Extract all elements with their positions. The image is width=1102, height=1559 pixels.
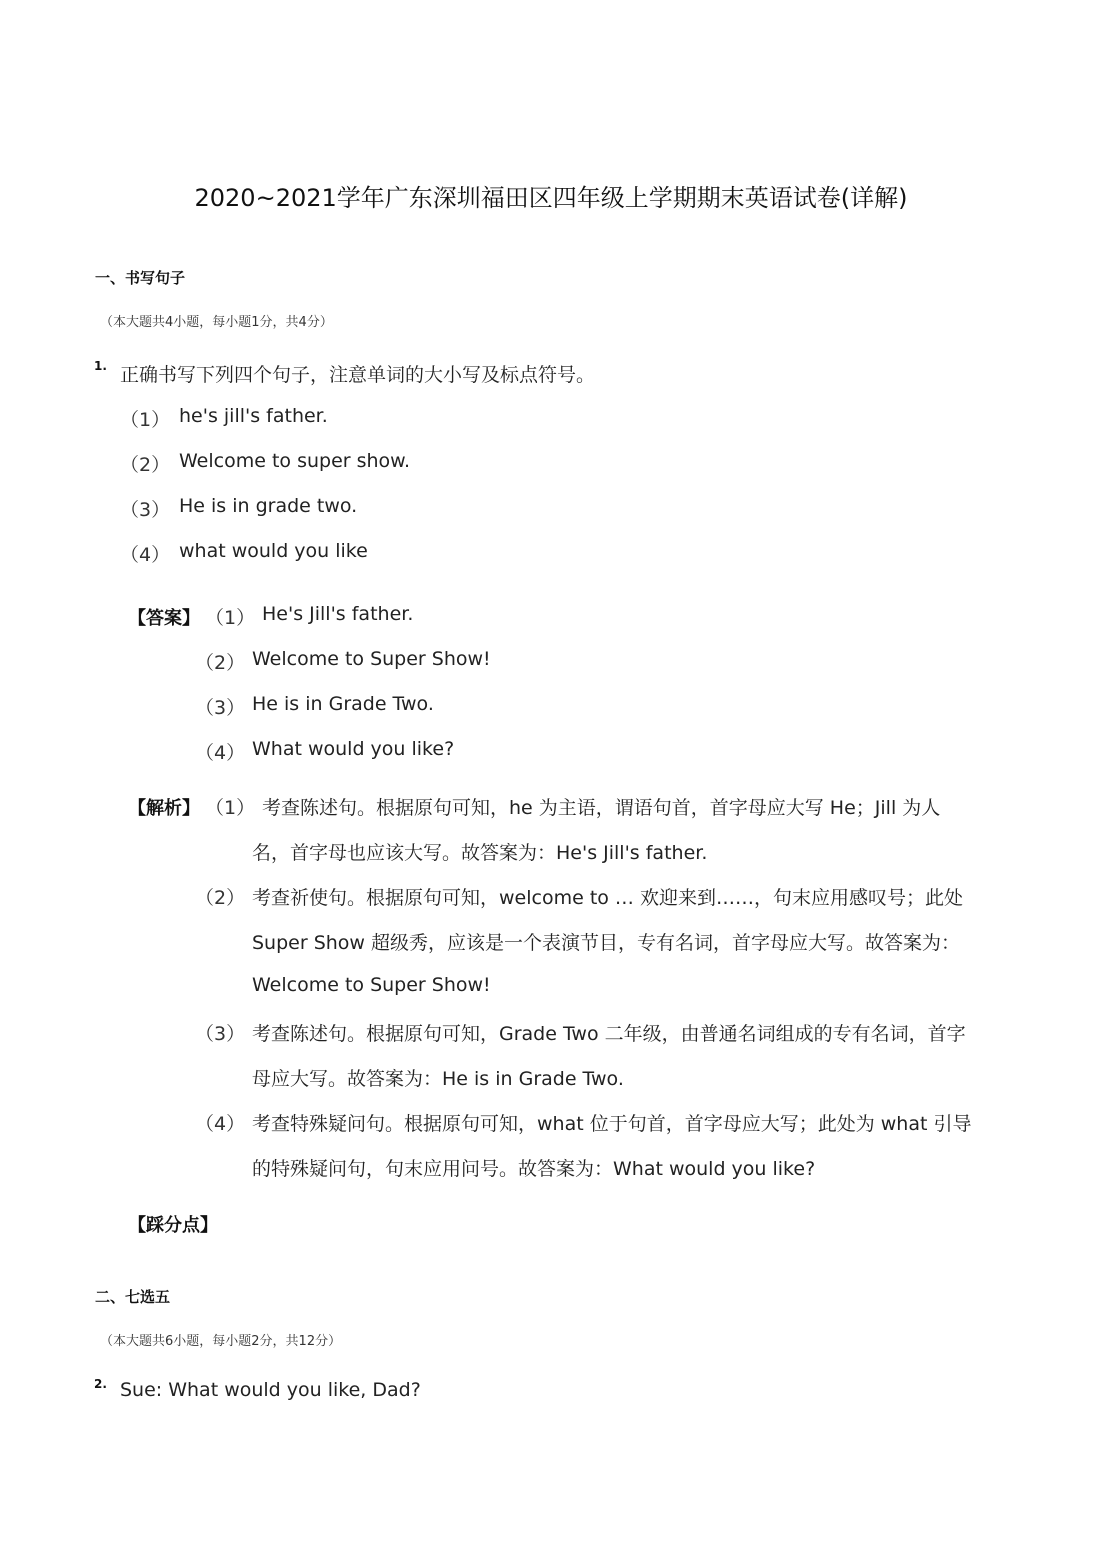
- answer-text: Welcome to Super Show!: [252, 648, 491, 670]
- analysis-line: Super Show 超级秀，应该是一个表演节目，专有名词，首字母应大写。故答案为：: [252, 932, 961, 954]
- item-text: Welcome to super show.: [179, 450, 411, 472]
- analysis-line: 考查祈使句。根据原句可知，welcome to … 欢迎来到……，句末应用感叹号；此处: [252, 887, 963, 909]
- analysis-label: 【解析】: [128, 798, 200, 819]
- item-number: （1）: [120, 409, 171, 431]
- answer-label: 【答案】: [128, 608, 200, 629]
- answer-number: （1）: [205, 607, 256, 629]
- question-stem: Sue: What would you like, Dad?: [120, 1379, 421, 1401]
- answer-text: He is in Grade Two.: [252, 693, 434, 715]
- item-number: （2）: [120, 454, 171, 476]
- answer-text: What would you like?: [252, 738, 455, 760]
- analysis-number: （4）: [195, 1113, 246, 1135]
- analysis-number: （1）: [205, 797, 256, 819]
- answer-number: （3）: [195, 697, 246, 719]
- item-number: （3）: [120, 499, 171, 521]
- section-heading: 一、书写句子: [95, 269, 186, 287]
- analysis-number: （2）: [195, 887, 246, 909]
- answer-number: （2）: [195, 652, 246, 674]
- section-heading: 二、七选五: [95, 1288, 171, 1306]
- answer-number: （4）: [195, 742, 246, 764]
- item-text: He is in grade two.: [179, 495, 358, 517]
- scoring-points-label: 【踩分点】: [128, 1215, 218, 1236]
- analysis-line: Welcome to Super Show!: [252, 974, 491, 996]
- answer-text: He's Jill's father.: [262, 603, 414, 625]
- analysis-line: 考查陈述句。根据原句可知，Grade Two 二年级，由普通名词组成的专有名词，首字: [252, 1023, 966, 1045]
- analysis-line: 名，首字母也应该大写。故答案为：He's Jill's father.: [252, 842, 708, 864]
- item-number: （4）: [120, 544, 171, 566]
- document-title: 2020~2021学年广东深圳福田区四年级上学期期末英语试卷(详解): [194, 184, 908, 212]
- analysis-line: 的特殊疑问句，句末应用问号。故答案为：What would you like?: [252, 1158, 816, 1180]
- section-note: （本大题共4小题，每小题1分，共4分）: [100, 315, 333, 330]
- item-text: he's jill's father.: [179, 405, 328, 427]
- analysis-line: 考查特殊疑问句。根据原句可知，what 位于句首，首字母应大写；此处为 what 引导: [252, 1113, 972, 1135]
- question-number: 2.: [94, 1377, 107, 1391]
- question-stem: 正确书写下列四个句子，注意单词的大小写及标点符号。: [120, 364, 596, 386]
- item-text: what would you like: [179, 540, 368, 562]
- section-note: （本大题共6小题，每小题2分，共12分）: [100, 1334, 342, 1349]
- analysis-line: 母应大写。故答案为：He is in Grade Two.: [252, 1068, 624, 1090]
- analysis-number: （3）: [195, 1023, 246, 1045]
- analysis-line: 考查陈述句。根据原句可知，he 为主语，谓语句首，首字母应大写 He；Jill 为人: [262, 797, 941, 819]
- question-number: 1.: [94, 359, 107, 373]
